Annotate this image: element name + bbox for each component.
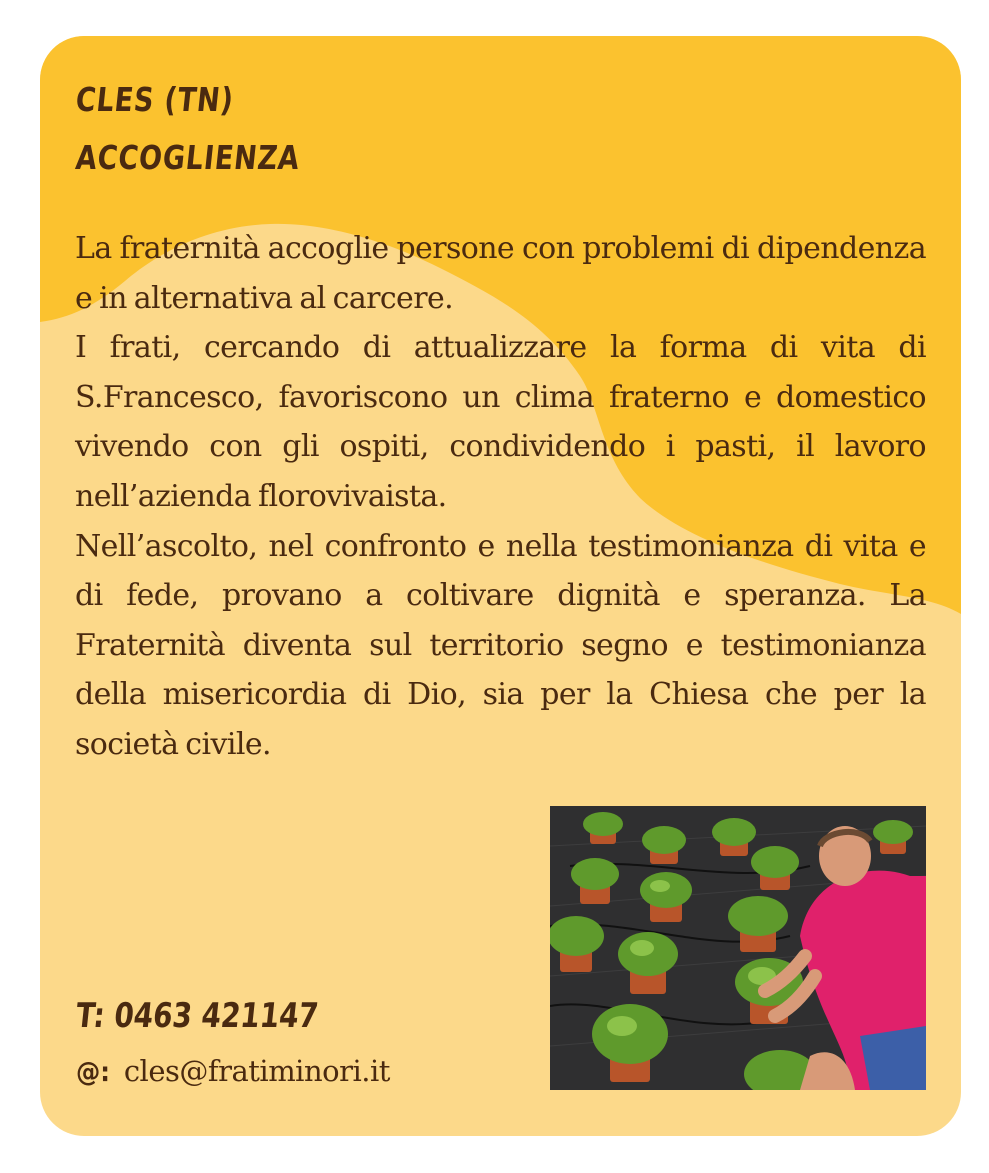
phone-number[interactable]: T: 0463 421147 [73, 996, 321, 1036]
paragraph-friars: I frati, cercando di attualizzare la forma di vita di S.Francesco, favoriscono un clima fraterno e domestico vivendo con gli ospiti, condividendo i pasti, il lavoro nell’azienda florovivaista. [75, 330, 926, 514]
plants-photo [550, 806, 926, 1090]
section-title: ACCOGLIENZA [73, 138, 302, 177]
email-row [76, 1054, 390, 1088]
email-label: @: [76, 1057, 111, 1088]
email-link[interactable]: cles@fratiminori.it [123, 1054, 390, 1088]
description [75, 224, 926, 770]
info-card [40, 36, 961, 1136]
paragraph-intro: La fraternità accoglie persone con problemi di dipendenza e in alternativa al carcere. [75, 231, 926, 316]
paragraph-mission: Nell’ascolto, nel confronto e nella testimonianza di vita e di fede, provano a coltivare dignità e speranza. La Fraternità diventa sul territorio segno e testimonianza della misericordia di Dio, sia per la Chiesa che per la società civile. [75, 528, 926, 762]
location-title: CLES (TN) [73, 80, 236, 119]
